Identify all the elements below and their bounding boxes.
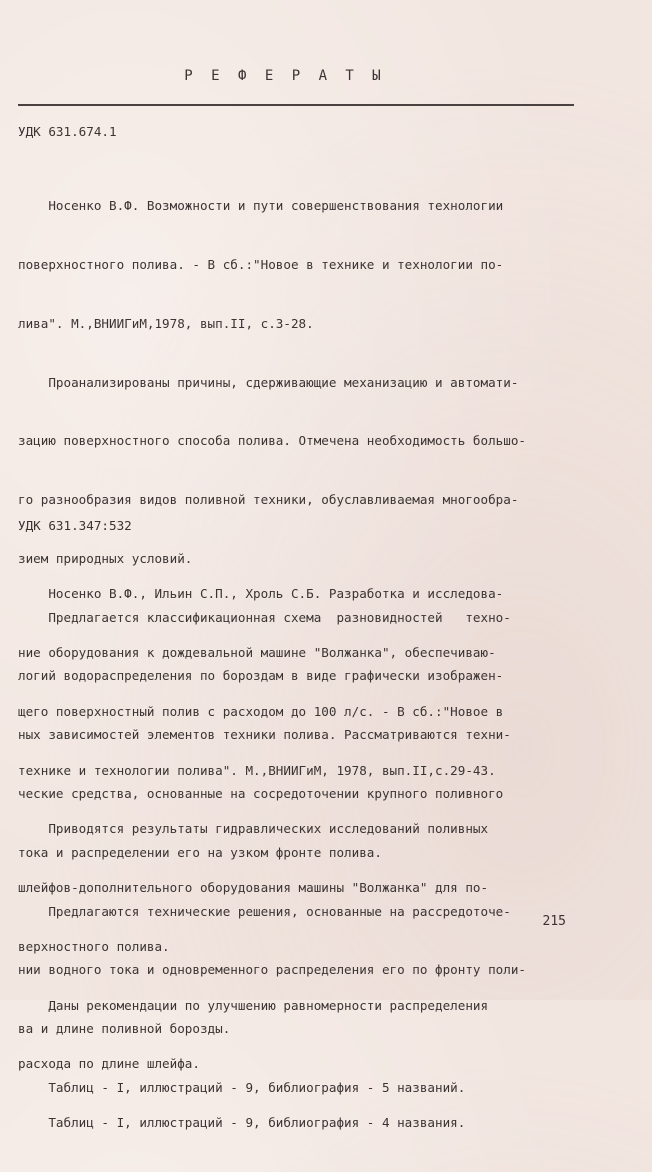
abstract-1-line: ческие средства, основанные на сосредоточении крупного поливного [18, 786, 504, 801]
abstract-1-line: зием природных условий. [18, 550, 193, 566]
abstract-2-line: расхода по длине шлейфа. [18, 1056, 200, 1072]
abstract-2-line: ние оборудования к дождевальной машине "Волжанка", обеспечиваю- [18, 644, 496, 660]
abstract-1-line: Предлагается классификационная схема разновидностей техно- [18, 609, 511, 625]
abstract-1-line: логий водораспределения по бороздам в виде графически изображен- [18, 668, 504, 684]
abstract-1-line: Таблиц - I, иллюстраций - 9, библиография - 5 названий. [18, 1079, 466, 1095]
abstract-1-line: Предлагаются технические решения, основанные на рассредоточе- [18, 903, 511, 919]
abstract-1-line: Проанализированы причины, сдерживающие механизацию и автомати- [18, 374, 519, 390]
abstract-1-line: ва и длине поливной борозды. [18, 1021, 231, 1037]
abstract-1-line: поверхностного полива. - В сб.:"Новое в технике и технологии по- [18, 256, 504, 272]
abstract-1-line: нии водного тока и одновременного распределения его по фронту поли- [18, 962, 526, 978]
page-number: 215 [542, 914, 566, 929]
abstract-2-line: Таблиц - I, иллюстраций - 9, библиография - 4 названия. [18, 1115, 466, 1131]
abstract-2-line: Приводятся результаты гидравлических исследований поливных [18, 821, 489, 837]
abstract-2-line: верхностного полива. [18, 938, 170, 954]
heading-divider [18, 104, 574, 106]
abstract-2-body [18, 545, 590, 1172]
abstract-1-line: тока и распределении его на узком фронте полива. [18, 844, 382, 860]
abstract-1-line: Носенко В.Ф. Возможности и пути совершенствования технологии [18, 198, 504, 214]
abstract-2-line: щего поверхностный полив с расходом до 100 л/с. - В сб.:"Новое в [18, 703, 504, 719]
abstract-2-line: Даны рекомендации по улучшению равномерности распределения [18, 997, 489, 1013]
abstract-2-line: технике и технологии полива". М.,ВНИИГиМ, 1978, вып.II,с.29-43. [18, 762, 496, 778]
abstract-2-line: Носенко В.Ф., Ильин С.П., Хроль С.Б. Разработка и исследова- [18, 586, 504, 602]
abstract-1-line: ных зависимостей элементов техники полива. Рассматриваются техни- [18, 727, 511, 743]
abstract-2-udk: УДК 631.347:532 [18, 518, 132, 533]
abstract-1-udk: УДК 631.674.1 [18, 124, 117, 139]
abstract-2-line: шлейфов-дополнительного оборудования машины "Волжанка" для по- [18, 880, 489, 896]
section-heading: Р Е Ф Е Р А Т Ы [184, 68, 386, 84]
abstract-1-line: го разнообразия видов поливной техники, обуславливаемая многообра- [18, 492, 519, 508]
abstract-1-line: лива". М.,ВНИИГиМ,1978, вып.II, с.3-28. [18, 315, 314, 331]
abstract-1-line: зацию поверхностного способа полива. Отмечена необходимость большо- [18, 433, 526, 449]
